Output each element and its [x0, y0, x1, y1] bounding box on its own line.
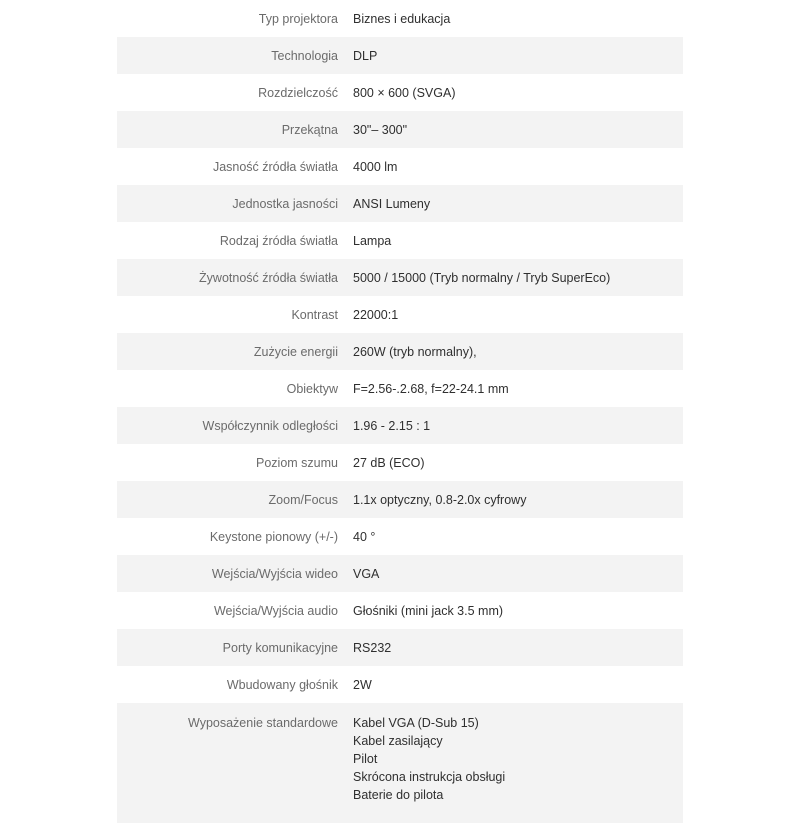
spec-label: Żywotność źródła światła	[199, 270, 338, 285]
spec-value: 30"– 300"	[353, 122, 408, 137]
spec-label: Keystone pionowy (+/-)	[209, 529, 338, 544]
spec-row-diagonal	[117, 111, 683, 148]
spec-value: 2W	[353, 677, 372, 692]
spec-label: Typ projektora	[258, 11, 338, 26]
spec-table	[117, 0, 683, 823]
spec-value: F=2.56-.2.68, f=22-24.1 mm	[353, 381, 509, 396]
spec-value: 22000:1	[353, 307, 399, 322]
spec-label: Współczynnik odległości	[202, 418, 338, 433]
spec-value: 4000 lm	[353, 159, 398, 174]
spec-label: Jednostka jasności	[232, 196, 338, 211]
spec-label: Poziom szumu	[256, 455, 338, 470]
spec-value: RS232	[353, 640, 392, 655]
spec-row-zoom-focus	[117, 481, 683, 518]
spec-label: Zużycie energii	[253, 344, 338, 359]
spec-row-projector-type	[117, 0, 683, 37]
spec-row-light-source-type	[117, 222, 683, 259]
spec-value: ANSI Lumeny	[353, 196, 431, 211]
spec-row-communication-ports	[117, 629, 683, 666]
spec-label: Wejścia/Wyjścia wideo	[211, 566, 338, 581]
spec-row-standard-equipment	[117, 703, 683, 823]
spec-row-technology	[117, 37, 683, 74]
spec-row-noise-level	[117, 444, 683, 481]
spec-label: Wyposażenie standardowe	[188, 716, 338, 730]
spec-value: Głośniki (mini jack 3.5 mm)	[353, 603, 504, 618]
list-item: Kabel zasilający	[353, 734, 443, 748]
spec-value: 260W (tryb normalny),	[353, 344, 477, 359]
spec-row-brightness	[117, 148, 683, 185]
spec-label: Rozdzielczość	[258, 85, 338, 100]
spec-label: Rodzaj źródła światła	[219, 233, 338, 248]
spec-label: Technologia	[271, 48, 338, 63]
standard-equipment-list	[338, 703, 505, 804]
list-item: Pilot	[353, 752, 378, 766]
spec-row-keystone	[117, 518, 683, 555]
spec-row-throw-ratio	[117, 407, 683, 444]
spec-value: 800 × 600 (SVGA)	[353, 85, 456, 100]
spec-row-audio-io	[117, 592, 683, 629]
spec-label: Wejścia/Wyjścia audio	[213, 603, 338, 618]
spec-row-video-io	[117, 555, 683, 592]
spec-value: VGA	[353, 566, 380, 581]
spec-label: Obiektyw	[286, 381, 338, 396]
spec-value: 27 dB (ECO)	[353, 455, 425, 470]
spec-value: Lampa	[353, 233, 392, 248]
spec-row-lens	[117, 370, 683, 407]
spec-value: 5000 / 15000 (Tryb normalny / Tryb SuperEco)	[353, 270, 611, 285]
spec-label: Porty komunikacyjne	[222, 640, 338, 655]
spec-label: Jasność źródła światła	[212, 159, 338, 174]
spec-value: 40 °	[353, 529, 376, 544]
list-item: Kabel VGA (D-Sub 15)	[353, 716, 479, 730]
spec-label: Kontrast	[291, 307, 338, 322]
list-item: Baterie do pilota	[353, 788, 444, 802]
list-item: Skrócona instrukcja obsługi	[353, 770, 506, 784]
spec-row-built-in-speaker	[117, 666, 683, 703]
spec-label: Wbudowany głośnik	[226, 677, 338, 692]
spec-row-brightness-unit	[117, 185, 683, 222]
spec-row-resolution	[117, 74, 683, 111]
spec-label: Przekątna	[281, 122, 338, 137]
spec-label: Zoom/Focus	[268, 492, 338, 507]
spec-value: 1.96 - 2.15 : 1	[353, 418, 431, 433]
spec-row-light-source-life	[117, 259, 683, 296]
spec-value: DLP	[353, 48, 378, 63]
spec-value: Biznes i edukacja	[353, 11, 451, 26]
spec-value: 1.1x optyczny, 0.8-2.0x cyfrowy	[353, 492, 527, 507]
spec-row-power-consumption	[117, 333, 683, 370]
spec-row-contrast	[117, 296, 683, 333]
